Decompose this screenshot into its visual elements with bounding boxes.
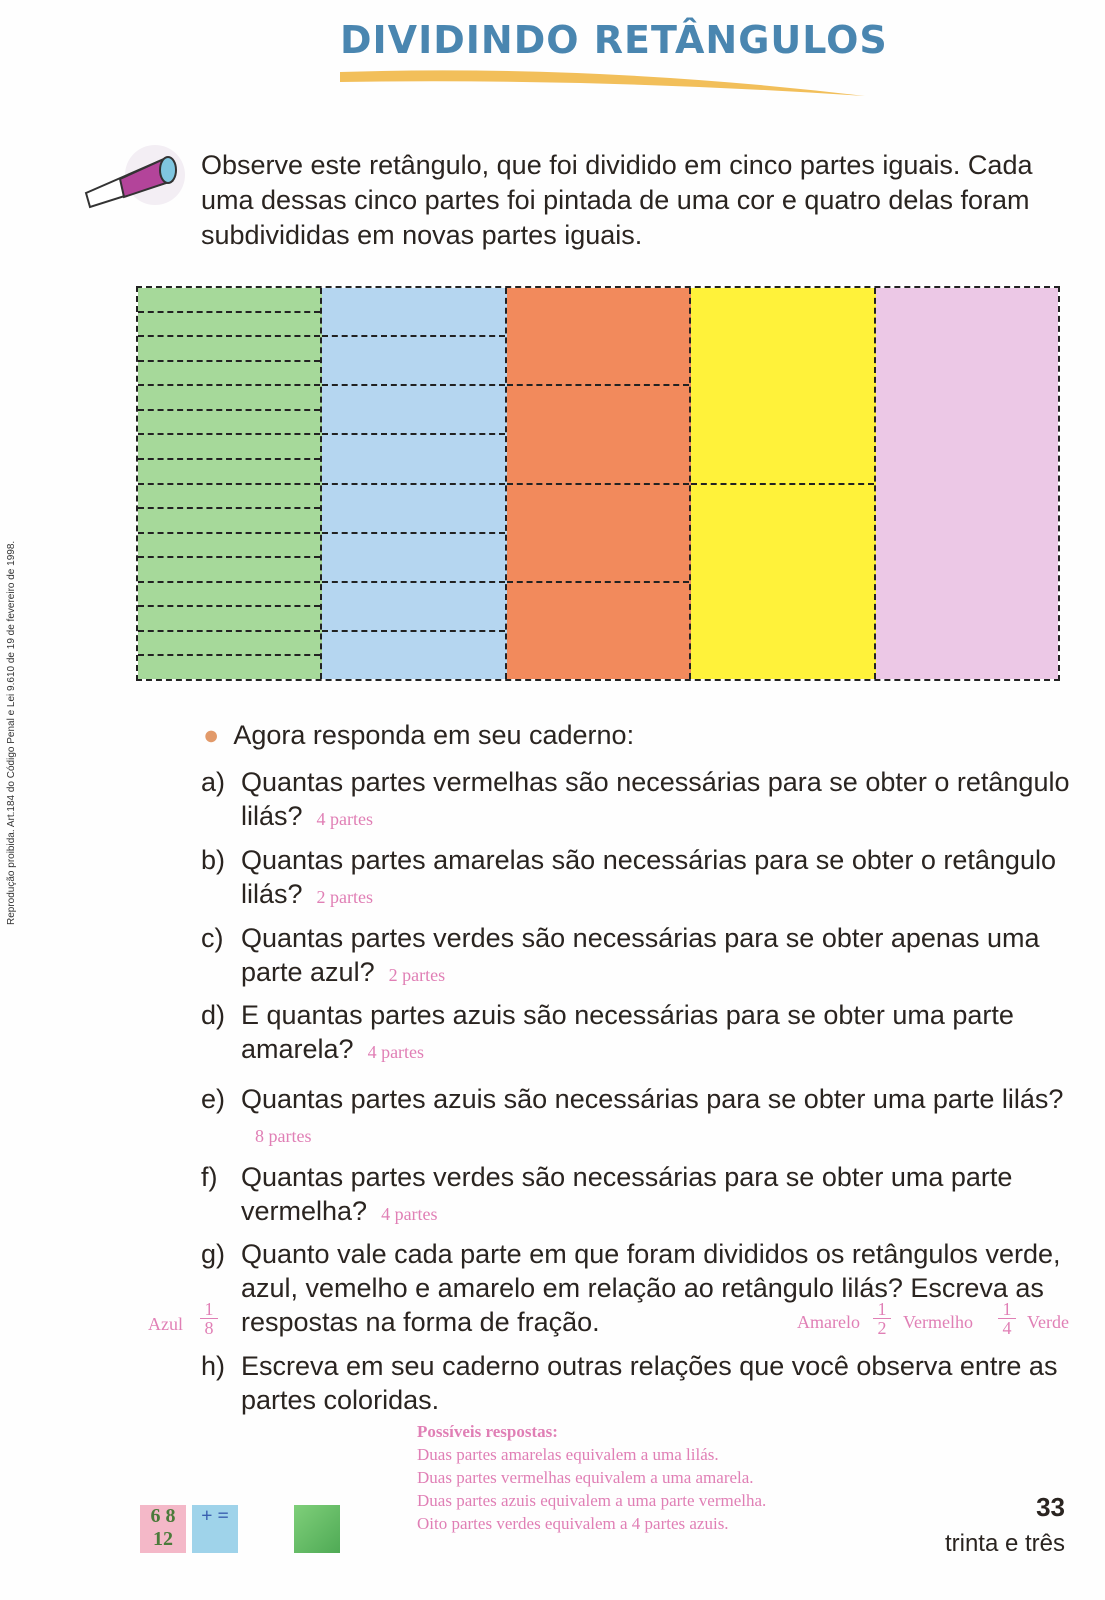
g-answer-verde-label: Verde [1027,1312,1069,1332]
rectangle-azul [322,288,506,679]
question-letter: c) [201,923,224,953]
rectangle-part [322,288,504,337]
rectangle-part [322,386,504,435]
rectangle-part [322,435,504,484]
g-answer-azul-label: Azul [148,1314,183,1334]
numbers-tile: 6 8 12 [140,1505,186,1553]
question-d [201,998,1071,1069]
question-answer: 2 partes [388,965,446,985]
rectangle-part [322,485,504,534]
intro-text: Observe este retângulo, que foi dividido em cinco partes iguais. Cada uma dessas cinco partes foi pintada de uma cor e quatro delas foram subdivididas em novas partes iguais. [201,150,1033,250]
rectangle-verde [138,288,322,679]
question-answer: 4 partes [381,1204,438,1224]
g-answer-amarelo-label: Amarelo [797,1312,860,1332]
rectangle-part [507,583,689,679]
question-letter: e) [201,1084,226,1114]
rectangle-part [138,460,320,485]
rectangle-part [138,583,320,608]
question-letter: h) [201,1351,226,1381]
operators-tile: + = [192,1505,238,1553]
copyright-note: Reprodução proibida. Art.184 do Código Penal e Lei 9.610 de 19 de fevereiro de 1998. [6,540,17,925]
rectangle-part [138,386,320,411]
question-a [201,765,1071,836]
question-letter: d) [201,1000,226,1030]
question-b [201,843,1071,914]
rectangle-part [322,337,504,386]
numerator: 1 [204,1299,214,1319]
rectangle-vermelho [507,288,691,679]
question-letter: a) [201,767,226,797]
rectangle-part [507,386,689,484]
page-number: 33 [1036,1492,1065,1522]
page-title: DIVIDINDO RETÂNGULOS [340,18,888,62]
rectangle-amarelo [691,288,875,679]
rectangle-part [138,435,320,460]
prompt [203,720,634,751]
possible-answers [417,1420,766,1535]
rectangle-part [507,288,689,386]
math-tiles-decoration [140,1505,340,1553]
question-text: Quantas partes azuis são necessárias para se obter uma parte lilás? [241,1084,1064,1114]
title-underline-swoosh [335,64,870,104]
rectangle-part [691,288,873,485]
question-letter: g) [201,1239,226,1269]
question-e [201,1082,1071,1153]
rectangle-part [138,632,320,657]
g-answer-vermelho-label: Vermelho [903,1312,973,1332]
rectangle-part [138,534,320,559]
page-number-words: trinta e três [944,1530,1065,1557]
rectangle-part [322,583,504,632]
prompt-text: Agora responda em seu caderno: [233,720,635,750]
rectangle-part [138,656,320,679]
question-letter: b) [201,845,226,875]
rectangle-part [138,337,320,362]
rectangle-part [322,534,504,583]
rectangle-part [138,288,320,313]
rectangle-part [138,509,320,534]
question-text: Quantas partes amarelas são necessárias para se obter o retângulo lilás? [241,845,1056,909]
rectangle-part [876,288,1058,679]
numerator: 1 [1002,1299,1012,1319]
question-text: Quantas partes verdes são necessárias para se obter apenas uma parte azul? [241,923,1040,987]
telescope-icon [80,145,190,215]
question-text: E quantas partes azuis são necessárias para se obter uma parte amarela? [241,1000,1014,1064]
divided-rectangle [136,286,1060,681]
possible-answer: Duas partes amarelas equivalem a uma lilás. [417,1445,719,1464]
question-text: Quantas partes vermelhas são necessárias para se obter o retângulo lilás? [241,767,1070,831]
question-answer: 8 partes [255,1126,312,1146]
question-text: Quanto vale cada parte em que foram divididos os retângulos verde, azul, vemelho e amarelo em relação ao retângulo lilás? Escreva as respostas na forma de fração. [241,1239,1061,1337]
question-c [201,921,1071,992]
g-answer-azul-fraction [200,1300,218,1337]
rectangle-part [138,411,320,436]
rectangle-part [138,607,320,632]
question-answer: 2 partes [316,887,374,907]
denominator: 2 [877,1318,887,1338]
rectangle-part [138,362,320,387]
denominator: 8 [204,1318,214,1338]
question-h [201,1349,1071,1417]
possible-answer: Duas partes vermelhas equivalem a uma amarela. [417,1468,754,1487]
question-answer: 4 partes [316,809,374,829]
question-f [201,1160,1071,1231]
possible-answers-heading: Possíveis respostas: [417,1422,558,1441]
bullet-icon: ● [203,720,220,750]
rectangle-part [322,632,504,679]
g-answer-amarelo-fraction [873,1300,891,1337]
shapes-tile [294,1505,340,1553]
numerator: 1 [877,1299,887,1319]
possible-answer: Oito partes verdes equivalem a 4 partes azuis. [417,1514,729,1533]
rectangle-part [138,485,320,510]
possible-answer: Duas partes azuis equivalem a uma parte vermelha. [417,1491,767,1510]
question-letter: f) [201,1162,218,1192]
denominator: 4 [1002,1318,1012,1338]
rectangle-lilas [876,288,1058,679]
rectangle-part [507,485,689,583]
rectangle-part [691,485,873,680]
question-text: Escreva em seu caderno outras relações que você observa entre as partes coloridas. [241,1351,1058,1415]
question-text: Quantas partes verdes são necessárias para se obter uma parte vermelha? [241,1162,1013,1226]
g-answer-vermelho-fraction [998,1300,1016,1337]
question-answer: 4 partes [367,1042,425,1062]
rectangle-part [138,558,320,583]
rectangle-part [138,313,320,338]
